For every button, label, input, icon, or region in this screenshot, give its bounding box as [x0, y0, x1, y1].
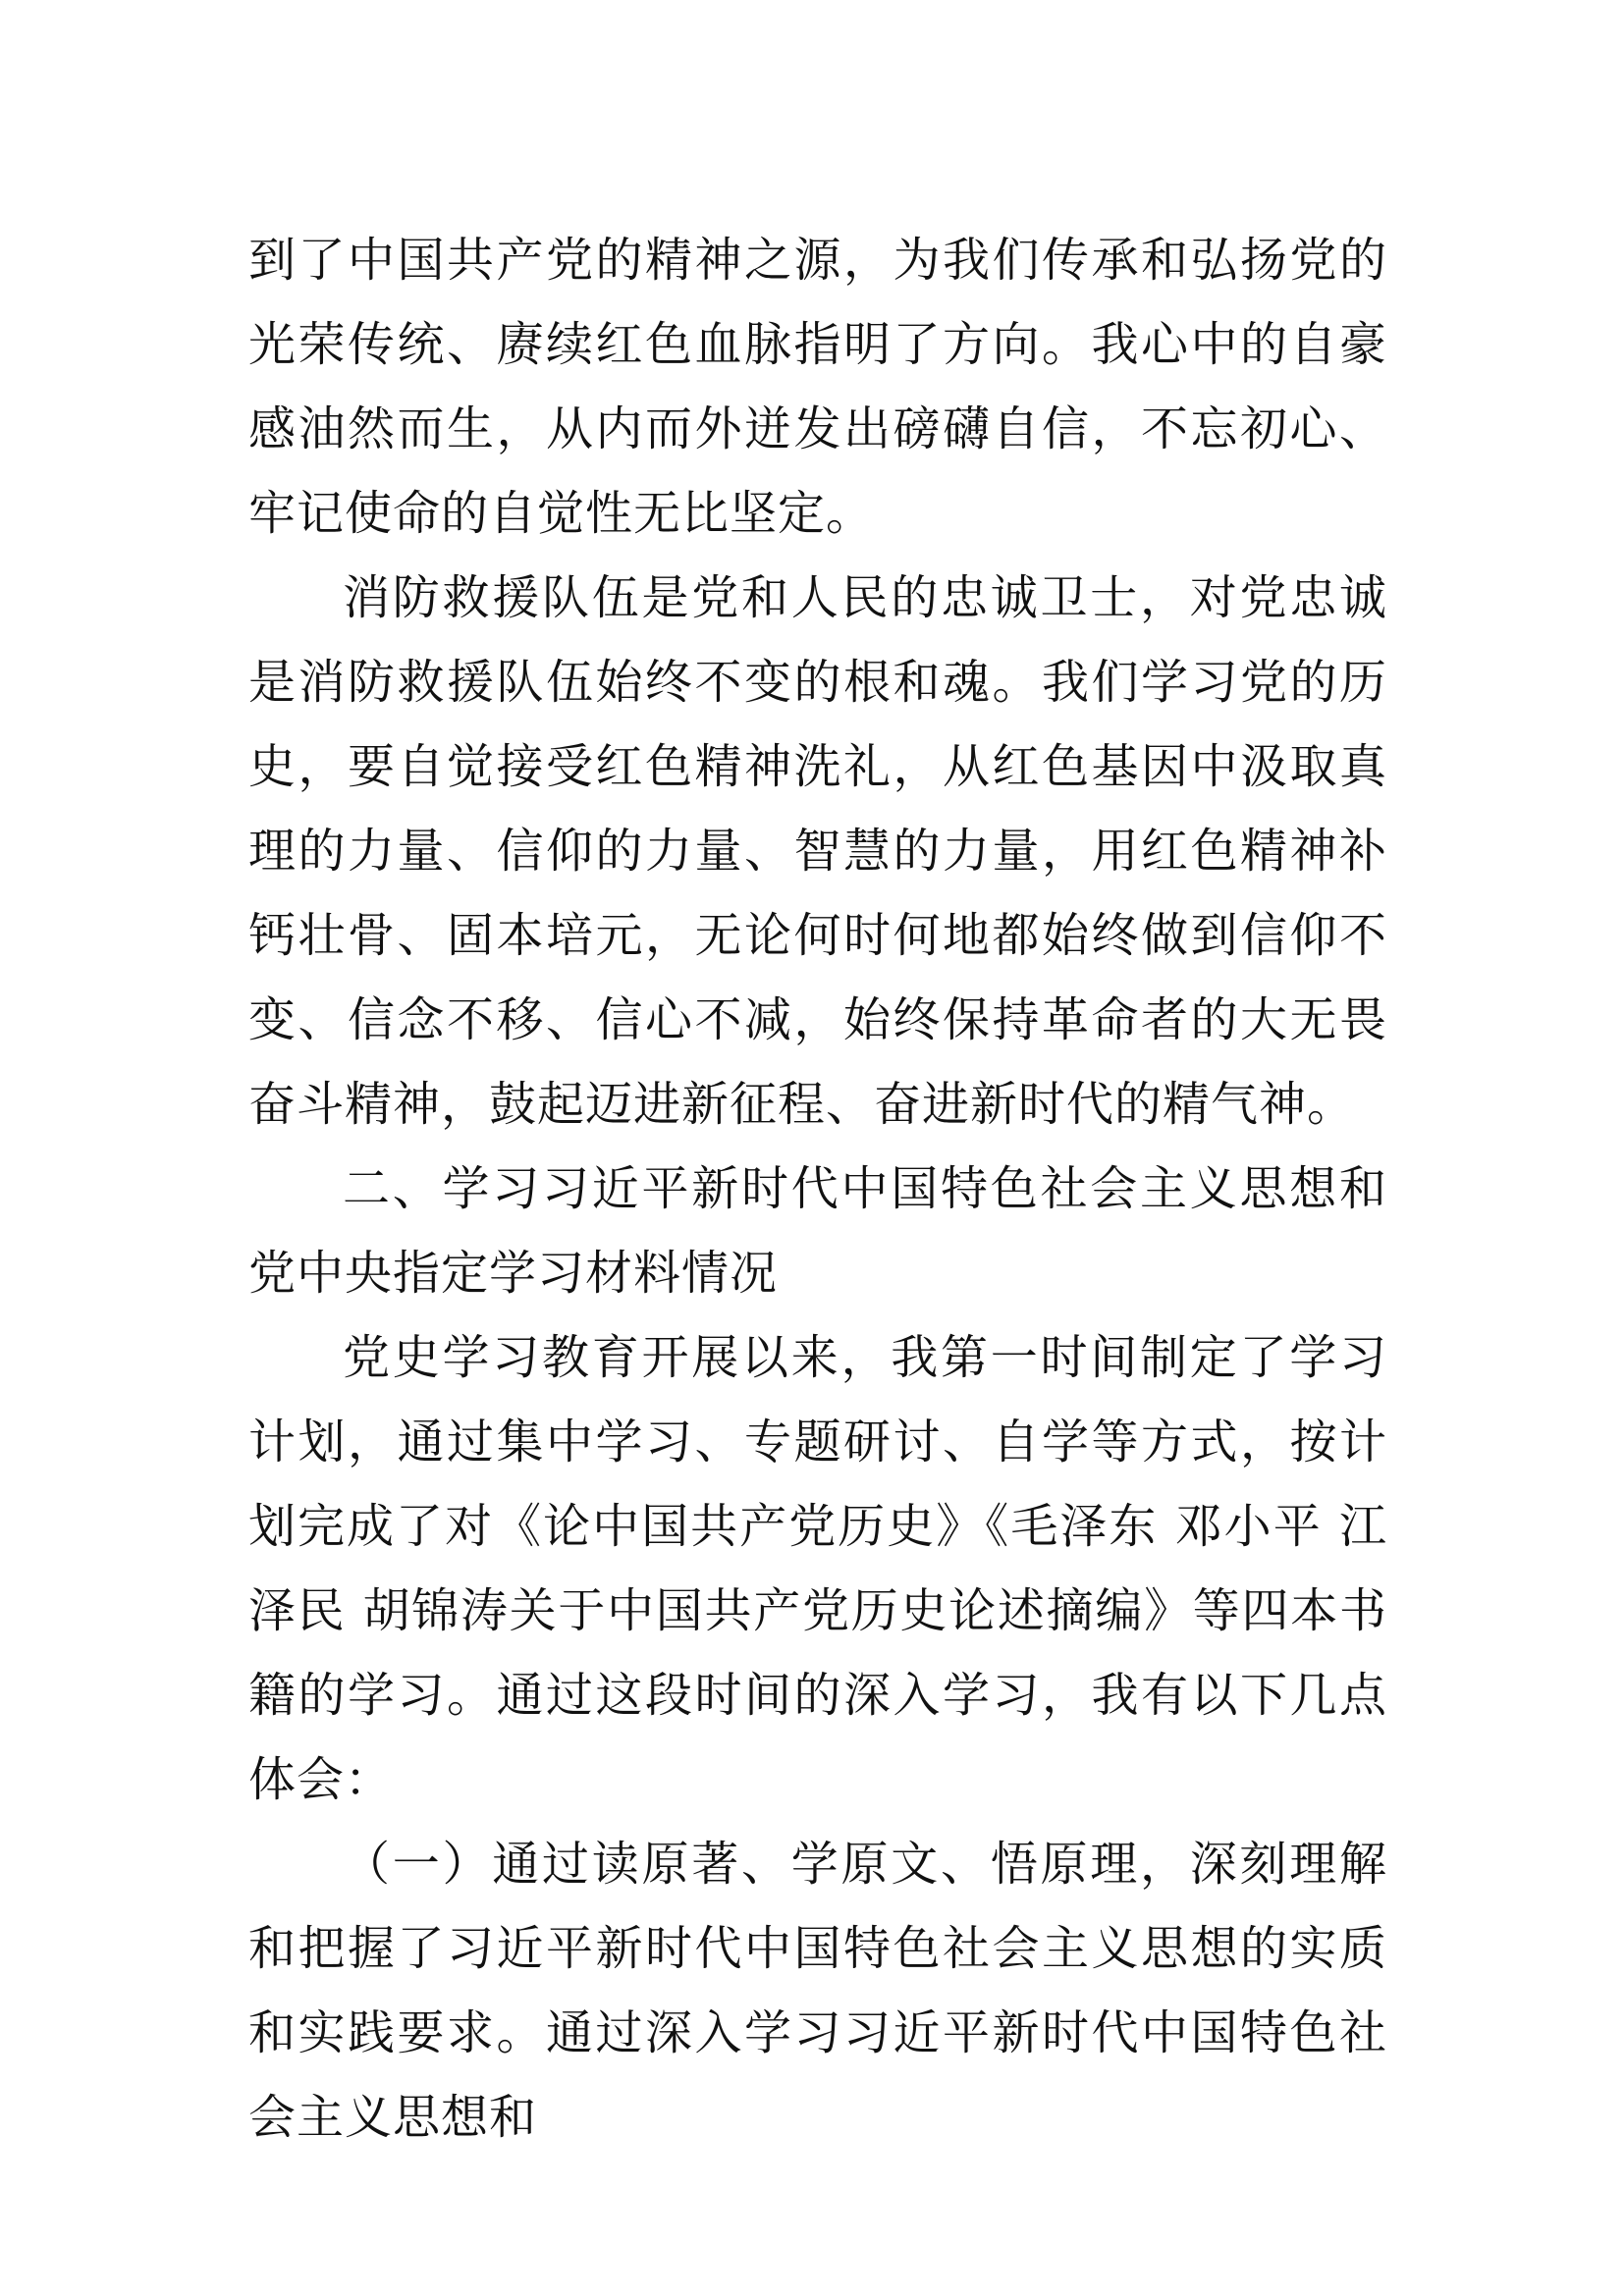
- paragraph-point-1: （一）通过读原著、学原文、悟原理，深刻理解和把握了习近平新时代中国特色社会主义思想的实质和实践要求。通过深入学习习近平新时代中国特色社会主义思想和: [248, 1837, 1387, 2145]
- document-body: [248, 218, 1387, 2160]
- paragraph-continuation: 到了中国共产党的精神之源，为我们传承和弘扬党的光荣传统、赓续红色血脉指明了方向。我心中的自豪感油然而生，从内而外迸发出磅礴自信，不忘初心、牢记使命的自觉性无比坚定。: [248, 233, 1387, 541]
- paragraph-study-plan: 党史学习教育开展以来，我第一时间制定了学习计划，通过集中学习、专题研讨、自学等方式，按计划完成了对《论中国共产党历史》《毛泽东 邓小平 江泽民 胡锦涛关于中国共产党历史论述摘编》等四本书籍的学习。通过这段时间的深入学习，我有以下几点体会：: [248, 1330, 1387, 1807]
- section-heading-2: 二、学习习近平新时代中国特色社会主义思想和党中央指定学习材料情况: [248, 1161, 1387, 1301]
- paragraph-fire-rescue: 消防救援队伍是党和人民的忠诚卫士，对党忠诚是消防救援队伍始终不变的根和魂。我们学习党的历史，要自觉接受红色精神洗礼，从红色基因中汲取真理的力量、信仰的力量、智慧的力量，用红色精神补钙壮骨、固本培元，无论何时何地都始终做到信仰不变、信念不移、信心不减，始终保持革命者的大无畏奋斗精神，鼓起迈进新征程、奋进新时代的精气神。: [248, 570, 1387, 1132]
